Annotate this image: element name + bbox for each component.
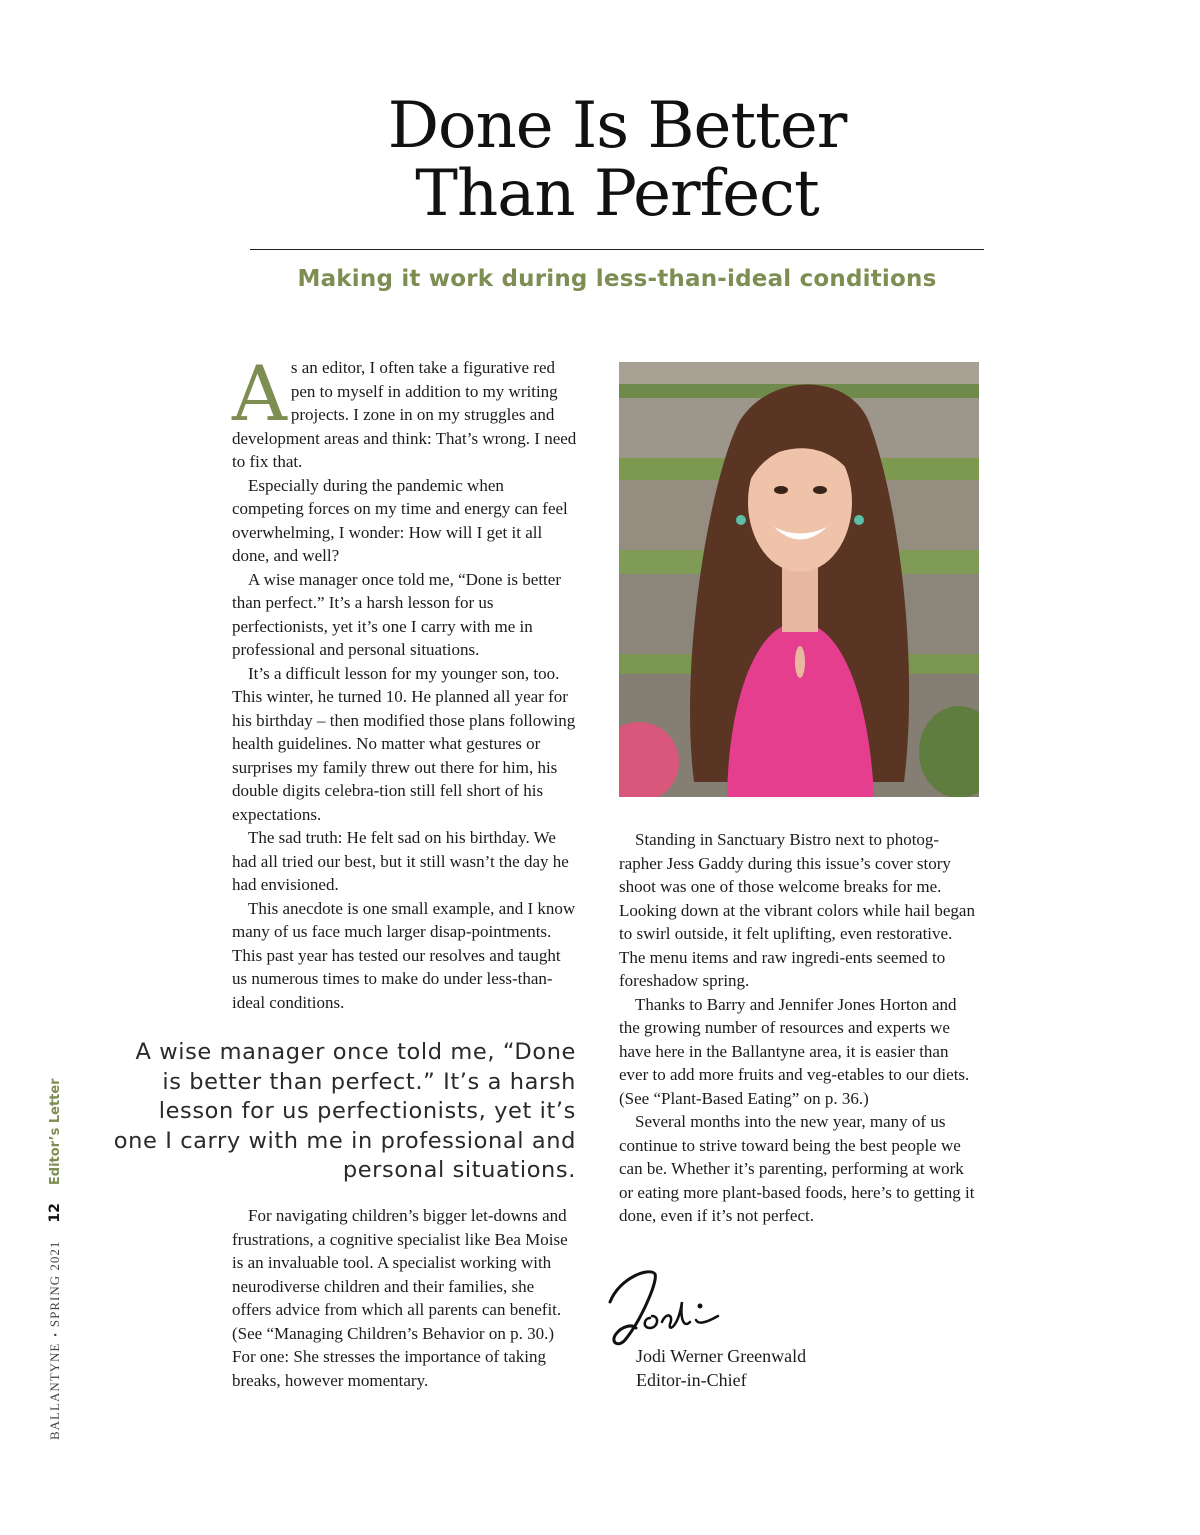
left-column-bottom [232, 1204, 577, 1392]
signoff-block [636, 1344, 806, 1392]
folio-separator-dot: • [51, 1333, 62, 1337]
editor-portrait-photo [619, 362, 979, 797]
article-title [250, 89, 984, 231]
folio-issue: SPRING 2021 [47, 1240, 62, 1328]
pull-quote: A wise manager once told me, “Done is better than perfect.” It’s a harsh lesson for us perfectionists, yet it’s one I carry with me in professional and personal situations. [113, 1039, 576, 1183]
signature [600, 1262, 730, 1352]
body-paragraph: Standing in Sanctuary Bistro next to photog-rapher Jess Gaddy during this issue’s cover story shoot was one of those welcome breaks for me. Looking down at the vibrant colors while hail began to swirl outside, it felt uplifting, even restorative. The menu items and raw ingredi-ents seemed to foreshadow spring. [619, 830, 975, 990]
body-paragraph: A wise manager once told me, “Done is better than perfect.” It’s a harsh lesson for us perfectionists, yet it’s one I carry with me in professional and personal situations. [232, 569, 561, 659]
vertical-folio [46, 1078, 64, 1440]
left-column-top [232, 349, 577, 1014]
signature-graphic [600, 1262, 730, 1352]
lead-text: s an editor, I often take a figurative red pen to myself in addition to my writing projects. I zone in on my struggles and development areas and think: That’s wrong. I need to fix that. [232, 358, 577, 471]
body-paragraph: Especially during the pandemic when competing forces on my time and energy can feel overwhelming, I wonder: How will I get it all done, and well? [232, 475, 568, 565]
drop-cap: A [232, 349, 287, 438]
signoff-name: Jodi Werner Greenwald [636, 1346, 807, 1366]
body-paragraph: Several months into the new year, many of us continue to strive toward being the best people we can be. Whether it’s parenting, performing at work or eating more plant-based foods, here’s to getting it done, even if it’s not perfect. [619, 1112, 975, 1225]
signoff-title: Editor-in-Chief [636, 1370, 747, 1390]
portrait-illustration [619, 362, 979, 797]
title-divider [250, 249, 984, 250]
body-paragraph: Thanks to Barry and Jennifer Jones Horton and the growing number of resources and experts we have here in the Ballantyne area, it is easier than ever to add more fruits and veg-etables to our diets. (See “Plant-Based Eating” on p. 36.) [619, 994, 970, 1108]
title-line-2: Than Perfect [415, 157, 819, 231]
title-line-1: Done Is Better [387, 89, 847, 163]
body-paragraph: It’s a difficult lesson for my younger son, too. This winter, he turned 10. He planned all year for his birthday – then modified those plans following health guidelines. No matter what gestures or surprises my family threw out there for him, his double digits celebra-tion still fell short of his expectations. [232, 663, 576, 824]
lead-paragraph [232, 349, 577, 474]
folio-publication: BALLANTYNE [47, 1342, 62, 1440]
body-paragraph: This anecdote is one small example, and I know many of us face much larger disap-pointments. This past year has tested our resolves and taught us numerous times to make do under less-than-ideal conditions. [232, 898, 576, 1012]
body-paragraph: The sad truth: He felt sad on his birthday. We had all tried our best, but it still wasn’t the day he had envisioned. [232, 828, 569, 894]
right-column [619, 828, 981, 1228]
body-paragraph: For navigating children’s bigger let-downs and frustrations, a cognitive specialist like Bea Moise is an invaluable tool. A specialist working with neurodiverse children and their families, she offers advice from which all parents can benefit. (See “Managing Children’s Behavior on p. 30.) For one: She stresses the importance of taking breaks, however momentary. [232, 1206, 568, 1390]
section-label: Editor’s Letter [48, 1078, 63, 1186]
article-subtitle: Making it work during less-than-ideal conditions [297, 266, 937, 292]
page-number: 12 [47, 1203, 63, 1223]
